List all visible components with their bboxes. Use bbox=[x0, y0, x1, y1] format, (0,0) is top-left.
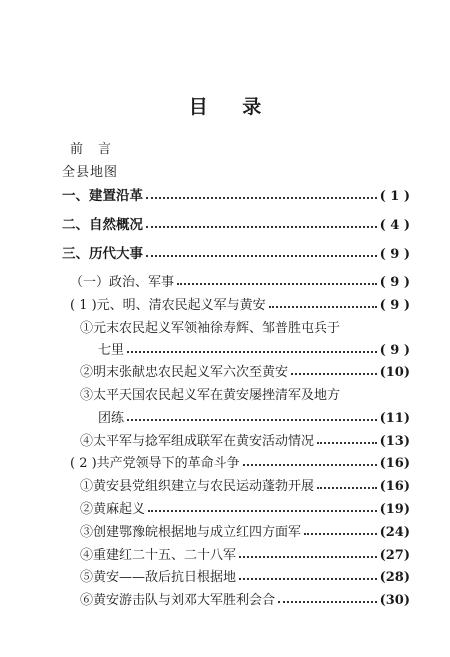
toc-entry[interactable] bbox=[80, 495, 410, 517]
toc-leader bbox=[317, 442, 377, 444]
toc-entry[interactable] bbox=[80, 586, 410, 608]
toc-entry-label: ③创建鄂豫皖根据地与成立红四方面军 bbox=[80, 525, 302, 540]
toc-entry[interactable] bbox=[80, 541, 410, 563]
toc-leader bbox=[239, 578, 377, 580]
toc-entry-label: ①黄安县党组织建立与农民运动蓬勃开展 bbox=[80, 479, 315, 494]
toc-entry-page: ( 9 ) bbox=[379, 275, 410, 290]
toc-entry-label: ⑥黄安游击队与刘邓大军胜利会合 bbox=[80, 593, 276, 608]
toc-entry-page: (19) bbox=[379, 502, 410, 517]
toc-entry[interactable] bbox=[80, 381, 410, 403]
toc-leader bbox=[239, 556, 377, 558]
toc-entry-page: (28) bbox=[379, 570, 410, 585]
toc-leader bbox=[148, 510, 377, 512]
toc-entry[interactable] bbox=[80, 472, 410, 494]
toc-entry-page: ( 9 ) bbox=[379, 298, 410, 313]
toc-entry-page: ( 1 ) bbox=[379, 189, 410, 204]
toc-leader bbox=[269, 306, 377, 308]
toc-leader bbox=[278, 601, 377, 603]
toc-leader bbox=[243, 464, 377, 466]
toc-entry[interactable] bbox=[80, 518, 410, 540]
toc-entry[interactable] bbox=[80, 314, 410, 336]
toc-entry-page: (16) bbox=[379, 456, 410, 471]
front-item-preface: 前 言 bbox=[70, 142, 113, 157]
toc-entry-label: ④重建红二十五、二十八军 bbox=[80, 548, 237, 563]
toc-entry-page: ( 4 ) bbox=[379, 218, 410, 233]
page-title: 目 录 bbox=[188, 96, 276, 118]
toc-entry-page: (24) bbox=[379, 525, 410, 540]
toc-leader bbox=[291, 373, 377, 375]
toc-entry[interactable] bbox=[80, 563, 410, 585]
toc-leader bbox=[317, 487, 377, 489]
toc-entry-page: (11) bbox=[379, 411, 410, 426]
toc-entry-page: ( 9 ) bbox=[379, 247, 410, 262]
toc-leader bbox=[127, 419, 377, 421]
toc-entry[interactable] bbox=[62, 182, 410, 204]
toc-entry[interactable] bbox=[62, 211, 410, 233]
toc-entry-label: ②黄麻起义 bbox=[80, 502, 146, 517]
toc-entry[interactable] bbox=[70, 449, 410, 471]
toc-leader bbox=[146, 255, 377, 257]
toc-leader bbox=[146, 226, 377, 228]
toc-entry-page: (27) bbox=[379, 548, 410, 563]
toc-entry-label: 三、历代大事 bbox=[62, 246, 143, 262]
toc-entry-label: 一、建置沿革 bbox=[62, 188, 143, 204]
toc-leader bbox=[304, 533, 377, 535]
front-item-county-map: 全县地图 bbox=[62, 165, 119, 180]
toc-entry[interactable] bbox=[80, 358, 410, 380]
toc-entry-label: ④太平军与捻军组成联军在黄安活动情况 bbox=[80, 434, 315, 449]
toc-entry-label: 七里 bbox=[98, 343, 125, 358]
toc-entry[interactable] bbox=[98, 404, 410, 426]
toc-entry[interactable] bbox=[98, 336, 410, 358]
toc-entry-label: ③太平天国农民起义军在黄安屡挫清军及地方 bbox=[80, 388, 341, 403]
toc-entry-page: (10) bbox=[379, 365, 410, 380]
toc-entry-label: ②明末张献忠农民起义军六次至黄安 bbox=[80, 365, 289, 380]
toc-entry[interactable] bbox=[70, 268, 410, 290]
toc-entry-label: ( 1 )元、明、清农民起义军与黄安 bbox=[70, 298, 266, 313]
toc-entry-page: ( 9 ) bbox=[379, 343, 410, 358]
toc-entry-label: ⑤黄安——敌后抗日根据地 bbox=[80, 570, 237, 585]
toc-entry[interactable] bbox=[62, 240, 410, 262]
toc-leader bbox=[127, 351, 377, 353]
toc-entry-label: （一）政治、军事 bbox=[70, 275, 175, 290]
toc-entry-label: 二、自然概况 bbox=[62, 217, 143, 233]
toc-entry[interactable] bbox=[70, 291, 410, 313]
toc-entry-label: ①元末农民起义军领袖徐寿辉、邹普胜屯兵于 bbox=[80, 321, 341, 336]
toc-entry[interactable] bbox=[80, 427, 410, 449]
toc-entry-label: 团练 bbox=[98, 411, 125, 426]
toc-entry-page: (16) bbox=[379, 479, 410, 494]
toc-entry-page: (30) bbox=[379, 593, 410, 608]
toc-leader bbox=[177, 283, 377, 285]
toc-leader bbox=[146, 197, 377, 199]
toc-entry-label: ( 2 )共产党领导下的革命斗争 bbox=[70, 456, 240, 471]
toc-entry-page: (13) bbox=[379, 434, 410, 449]
